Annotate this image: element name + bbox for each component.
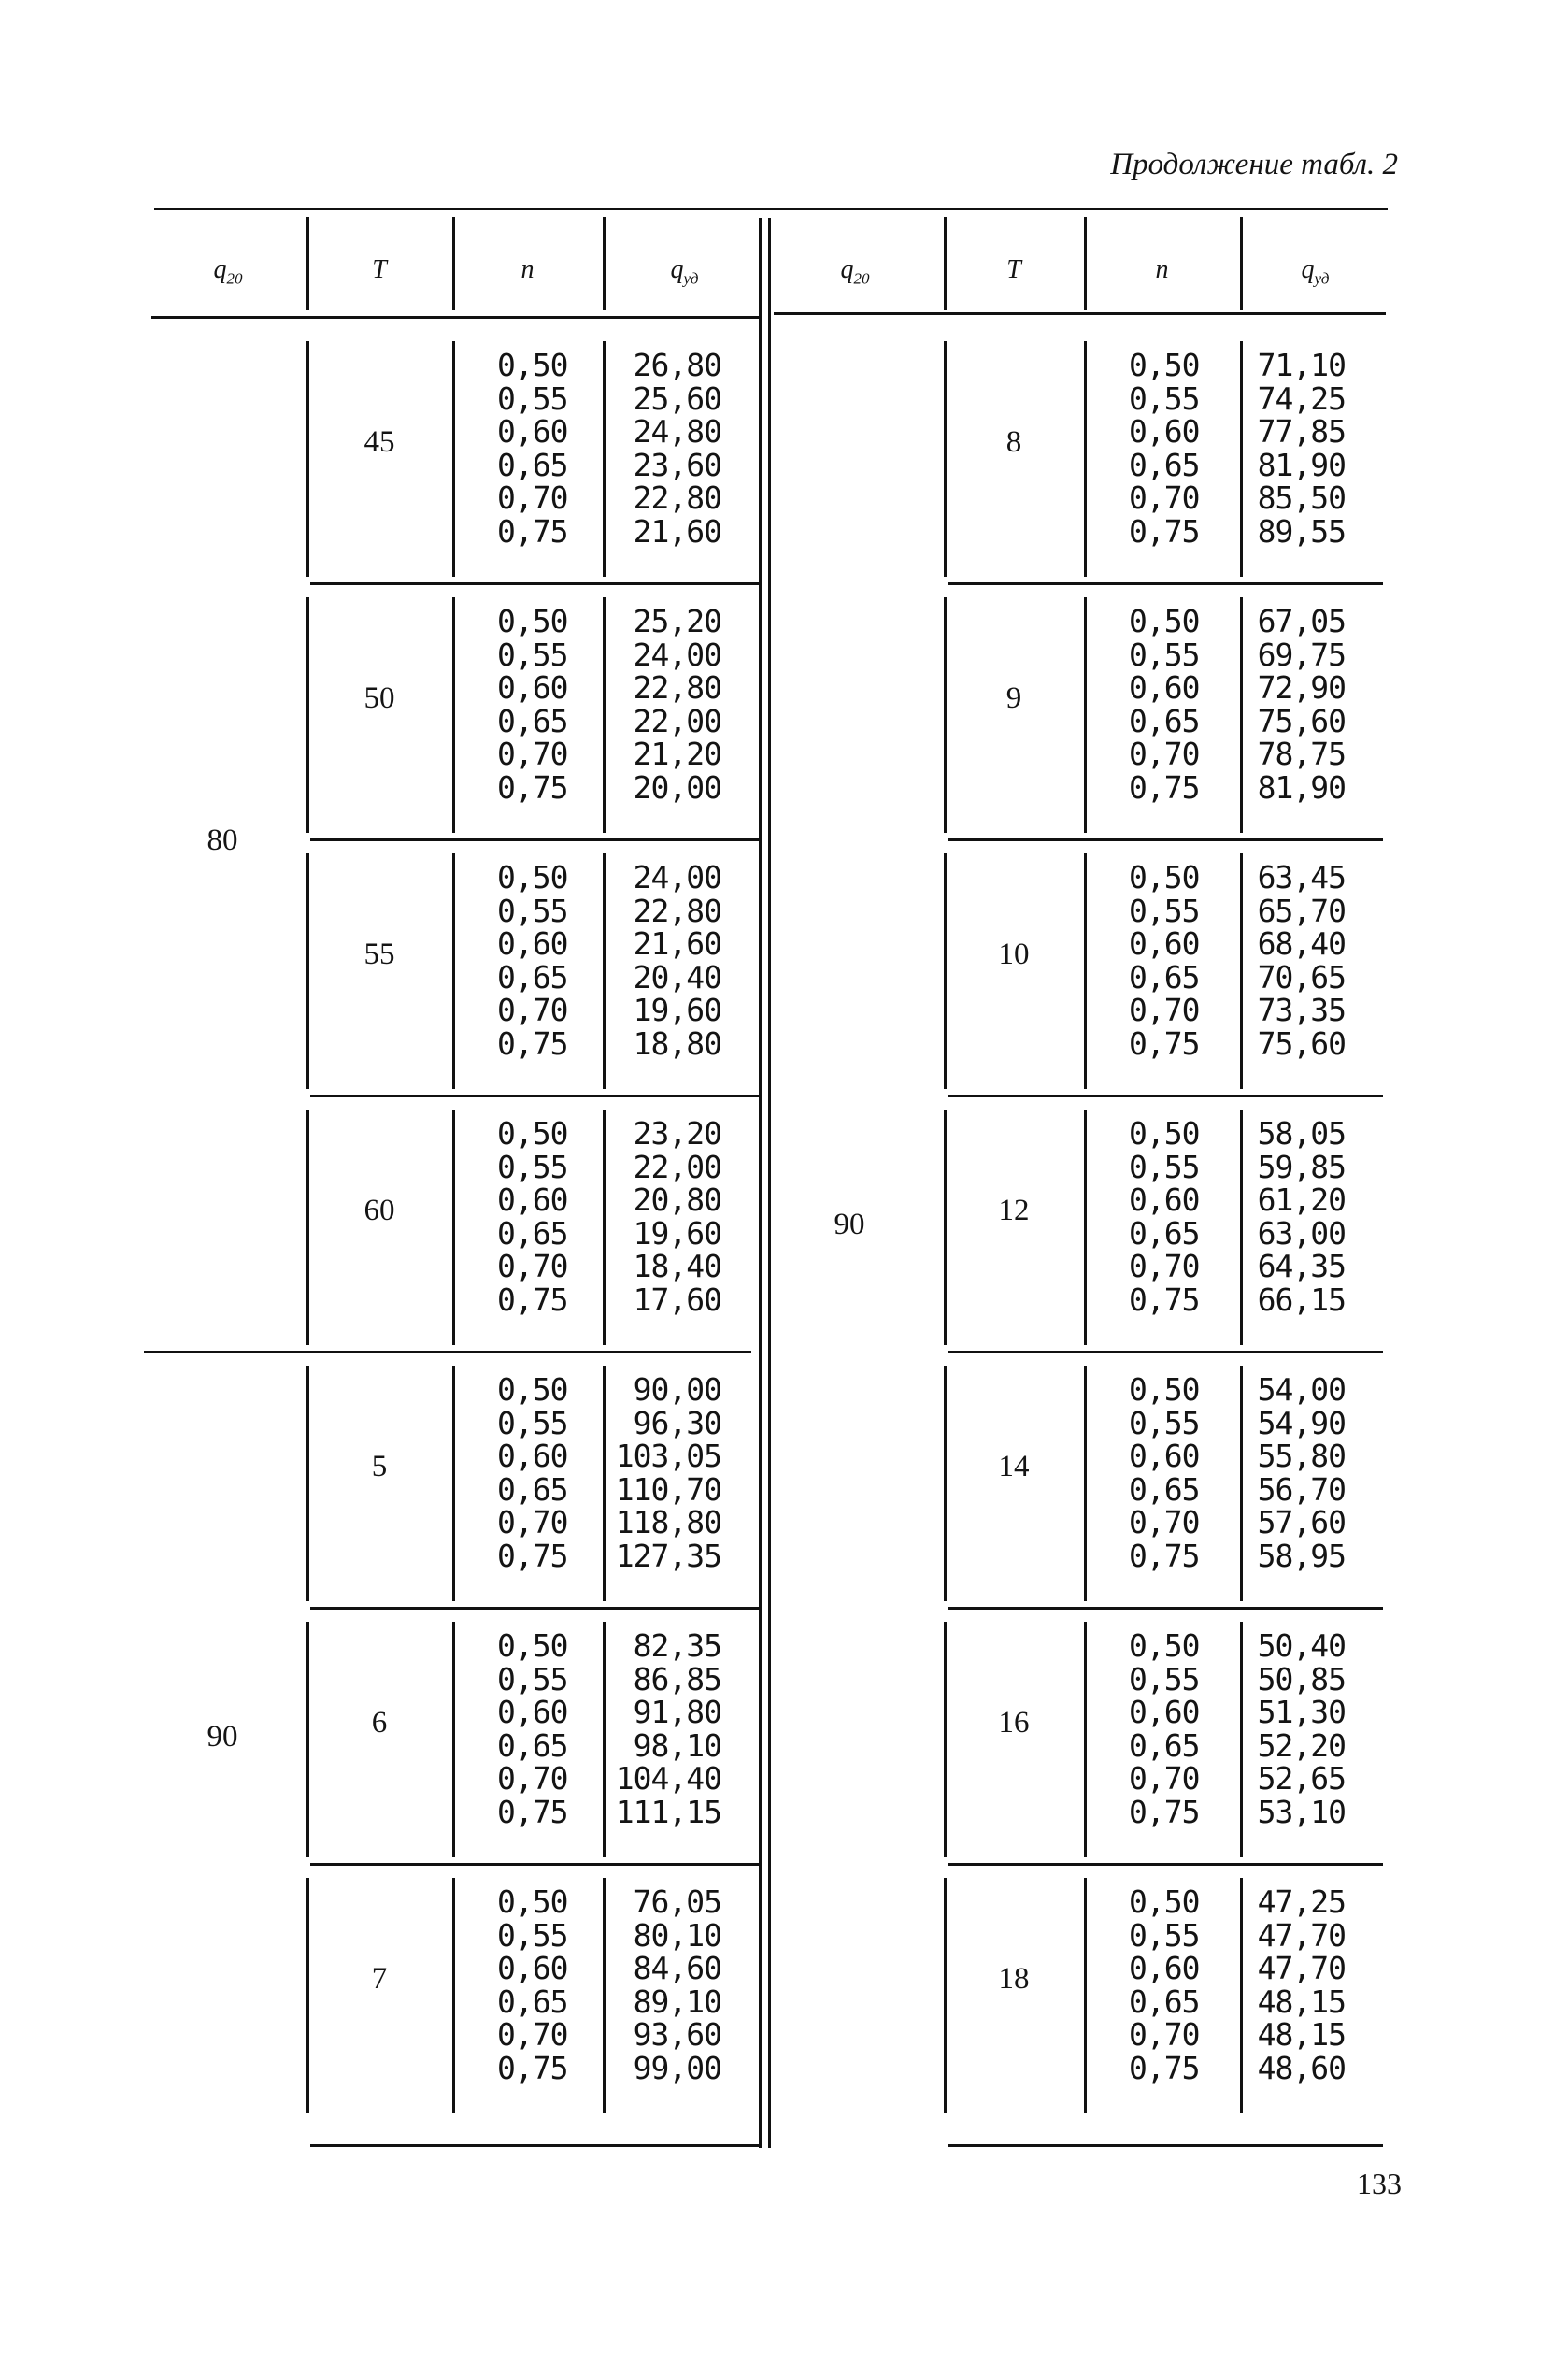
- block-rule-left: [310, 838, 759, 841]
- cell-n-left: 0,50 0,55 0,60 0,65 0,70 0,75: [497, 1371, 568, 1574]
- block-rule-left: [310, 1863, 759, 1866]
- cell-t-left: 5: [371, 1450, 388, 1483]
- header-qud-left: $q_{уд}$: [670, 255, 699, 288]
- col-rule-left-0: [306, 1622, 309, 1857]
- col-rule-right-1: [1084, 1622, 1087, 1857]
- col-rule-right-0: [944, 853, 947, 1089]
- cell-q-left: 82,35 86,85 91,80 98,10 104,40 111,15: [615, 1627, 721, 1830]
- cell-q20-left: 90: [207, 1720, 238, 1754]
- col-rule-right-2: [1240, 1110, 1243, 1345]
- cell-t-left: 45: [363, 425, 395, 459]
- col-rule-left-1: [452, 1622, 455, 1857]
- block-rule-right: [948, 838, 1383, 841]
- cell-q-right: 63,45 65,70 68,40 70,65 73,35 75,60: [1257, 859, 1346, 1062]
- cell-n-right: 0,50 0,55 0,60 0,65 0,70 0,75: [1129, 1371, 1200, 1574]
- col-rule-left-1: [452, 1878, 455, 2113]
- col-rule-left-2: [603, 853, 606, 1089]
- cell-t-right: 8: [1005, 425, 1022, 459]
- col-rule-right-2: [1240, 1878, 1243, 2113]
- cell-n-left: 0,50 0,55 0,60 0,65 0,70 0,75: [497, 1627, 568, 1830]
- block-rule-right: [948, 1863, 1383, 1866]
- cell-q-left: 76,05 80,10 84,60 89,10 93,60 99,00: [633, 1883, 721, 2086]
- center-divider-1: [759, 218, 762, 2148]
- cell-n-right: 0,50 0,55 0,60 0,65 0,70 0,75: [1129, 1883, 1200, 2086]
- col-rule-right-2: [1240, 597, 1243, 833]
- col-rule-right-0: [944, 341, 947, 577]
- cell-t-left: 60: [363, 1194, 395, 1227]
- col-rule-right-2: [1240, 1366, 1243, 1601]
- header-col-rule-right-0: [944, 217, 947, 310]
- col-rule-left-1: [452, 341, 455, 577]
- cell-q-right: 71,10 74,25 77,85 81,90 85,50 89,55: [1257, 347, 1346, 550]
- col-rule-right-0: [944, 1110, 947, 1345]
- center-divider-2: [768, 218, 771, 2148]
- cell-q-left: 24,00 22,80 21,60 20,40 19,60 18,80: [633, 859, 721, 1062]
- col-rule-right-1: [1084, 1110, 1087, 1345]
- col-rule-left-1: [452, 853, 455, 1089]
- cell-q-right: 50,40 50,85 51,30 52,20 52,65 53,10: [1257, 1627, 1346, 1830]
- col-rule-left-1: [452, 597, 455, 833]
- cell-n-left: 0,50 0,55 0,60 0,65 0,70 0,75: [497, 1115, 568, 1318]
- block-rule-right: [948, 1095, 1383, 1097]
- cell-q20-right: 90: [834, 1208, 865, 1241]
- cell-n-right: 0,50 0,55 0,60 0,65 0,70 0,75: [1129, 603, 1200, 806]
- col-rule-right-1: [1084, 597, 1087, 833]
- col-rule-left-0: [306, 1366, 309, 1601]
- cell-t-right: 14: [998, 1450, 1030, 1483]
- cell-n-right: 0,50 0,55 0,60 0,65 0,70 0,75: [1129, 347, 1200, 550]
- cell-n-right: 0,50 0,55 0,60 0,65 0,70 0,75: [1129, 859, 1200, 1062]
- cell-t-left: 50: [363, 681, 395, 715]
- header-col-rule-right-2: [1240, 217, 1243, 310]
- col-rule-right-1: [1084, 1878, 1087, 2113]
- table-bottom-rule-left: [310, 2144, 759, 2147]
- cell-q-right: 67,05 69,75 72,90 75,60 78,75 81,90: [1257, 603, 1346, 806]
- col-rule-right-2: [1240, 1622, 1243, 1857]
- col-rule-right-0: [944, 1366, 947, 1601]
- block-rule-left: [310, 1095, 759, 1097]
- cell-q-left: 26,80 25,60 24,80 23,60 22,80 21,60: [633, 347, 721, 550]
- col-rule-left-2: [603, 1622, 606, 1857]
- cell-q-right: 58,05 59,85 61,20 63,00 64,35 66,15: [1257, 1115, 1346, 1318]
- col-rule-left-2: [603, 597, 606, 833]
- cell-t-right: 16: [998, 1706, 1030, 1740]
- table-bottom-rule-right: [948, 2144, 1383, 2147]
- col-rule-left-1: [452, 1110, 455, 1345]
- col-rule-right-2: [1240, 341, 1243, 577]
- cell-n-left: 0,50 0,55 0,60 0,65 0,70 0,75: [497, 347, 568, 550]
- block-rule-right: [948, 1607, 1383, 1610]
- header-col-rule-right-1: [1084, 217, 1087, 310]
- col-rule-right-0: [944, 597, 947, 833]
- header-n-left: n: [520, 255, 535, 284]
- header-q20-left: $q_{20}$: [213, 255, 243, 288]
- header-bottom-rule-right: [774, 312, 1386, 315]
- cell-q-right: 54,00 54,90 55,80 56,70 57,60 58,95: [1257, 1371, 1346, 1574]
- header-col-rule-left-1: [452, 217, 455, 310]
- block-rule-left: [310, 582, 759, 585]
- header-col-rule-left-0: [306, 217, 309, 310]
- table-top-rule: [154, 208, 1388, 210]
- block-rule-right: [948, 1351, 1383, 1353]
- col-rule-right-0: [944, 1878, 947, 2113]
- col-rule-right-0: [944, 1622, 947, 1857]
- header-t-right: T: [1006, 255, 1021, 284]
- col-rule-left-2: [603, 341, 606, 577]
- cell-n-left: 0,50 0,55 0,60 0,65 0,70 0,75: [497, 859, 568, 1062]
- group-rule-left: [144, 1351, 751, 1353]
- cell-t-left: 7: [371, 1962, 388, 1996]
- cell-n-right: 0,50 0,55 0,60 0,65 0,70 0,75: [1129, 1115, 1200, 1318]
- cell-q20-left: 80: [207, 823, 238, 857]
- cell-t-left: 55: [363, 938, 395, 971]
- header-n-right: n: [1155, 255, 1169, 284]
- col-rule-left-2: [603, 1366, 606, 1601]
- cell-n-right: 0,50 0,55 0,60 0,65 0,70 0,75: [1129, 1627, 1200, 1830]
- cell-n-left: 0,50 0,55 0,60 0,65 0,70 0,75: [497, 1883, 568, 2086]
- cell-q-left: 90,00 96,30 103,05 110,70 118,80 127,35: [615, 1371, 721, 1574]
- col-rule-left-2: [603, 1878, 606, 2113]
- cell-t-left: 6: [371, 1706, 388, 1740]
- block-rule-left: [310, 1607, 759, 1610]
- block-rule-right: [948, 582, 1383, 585]
- cell-q-left: 25,20 24,00 22,80 22,00 21,20 20,00: [633, 603, 721, 806]
- cell-t-right: 12: [998, 1194, 1030, 1227]
- col-rule-left-0: [306, 1878, 309, 2113]
- col-rule-left-2: [603, 1110, 606, 1345]
- cell-t-right: 10: [998, 938, 1030, 971]
- cell-q-left: 23,20 22,00 20,80 19,60 18,40 17,60: [633, 1115, 721, 1318]
- cell-t-right: 18: [998, 1962, 1030, 1996]
- header-col-rule-left-2: [603, 217, 606, 310]
- header-bottom-rule-left: [151, 316, 759, 319]
- col-rule-right-1: [1084, 341, 1087, 577]
- header-qud-right: $q_{уд}$: [1301, 255, 1330, 288]
- col-rule-right-1: [1084, 853, 1087, 1089]
- col-rule-left-0: [306, 1110, 309, 1345]
- col-rule-right-1: [1084, 1366, 1087, 1601]
- col-rule-left-0: [306, 341, 309, 577]
- header-q20-right: $q_{20}$: [840, 255, 870, 288]
- cell-t-right: 9: [1005, 681, 1022, 715]
- col-rule-left-1: [452, 1366, 455, 1601]
- cell-n-left: 0,50 0,55 0,60 0,65 0,70 0,75: [497, 603, 568, 806]
- col-rule-left-0: [306, 597, 309, 833]
- table-caption: Продолжение табл. 2: [1110, 148, 1398, 181]
- col-rule-right-2: [1240, 853, 1243, 1089]
- cell-q-right: 47,25 47,70 47,70 48,15 48,15 48,60: [1257, 1883, 1346, 2086]
- page-number: 133: [1357, 2167, 1402, 2200]
- header-t-left: T: [372, 255, 387, 284]
- col-rule-left-0: [306, 853, 309, 1089]
